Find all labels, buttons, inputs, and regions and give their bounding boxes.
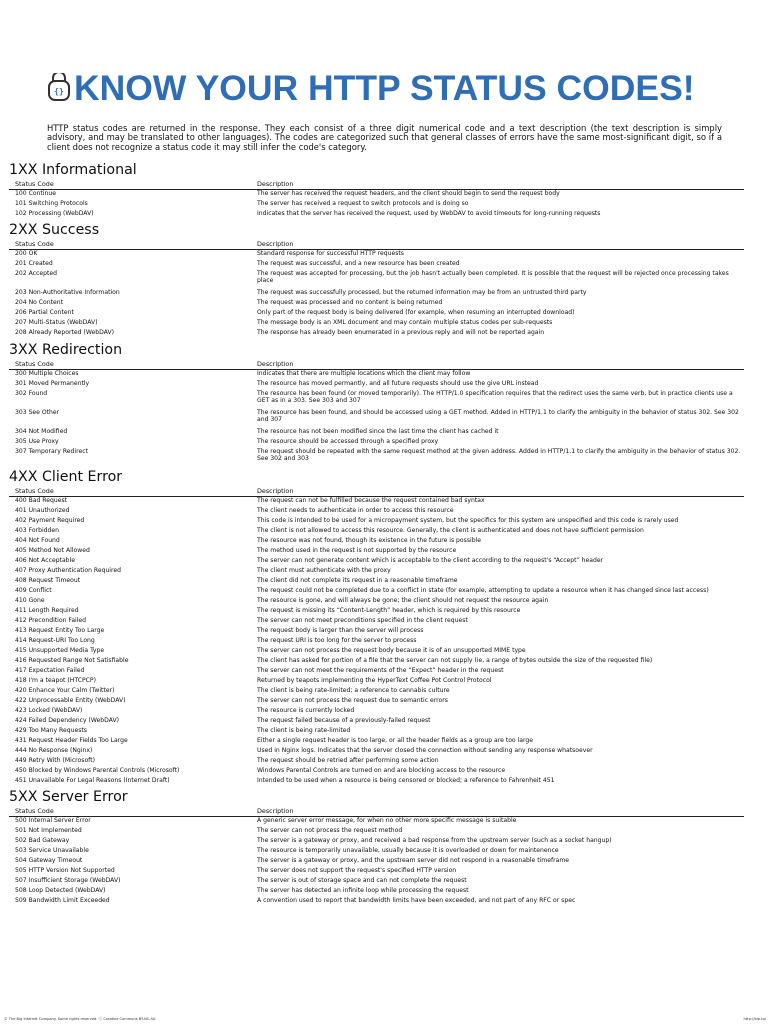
table-row xyxy=(9,877,744,887)
table-row xyxy=(9,190,744,200)
status-code-cell: 418 I'm a teapot (HTCPCP) xyxy=(15,676,96,684)
status-code-cell: 405 Method Not Allowed xyxy=(15,546,90,554)
status-code-cell: 208 Already Reported (WebDAV) xyxy=(15,328,115,336)
status-code-cell: 404 Not Found xyxy=(15,536,60,544)
description-cell: A generic server error message, for when no other more specific message is suitable xyxy=(257,816,517,824)
description-cell: The server can not generate content which is acceptable to the client according to the request's “Accept” header xyxy=(257,556,604,564)
description-cell: The server can not process the request due to semantic errors xyxy=(257,696,448,704)
footer-link[interactable]: http://bip.to/ xyxy=(743,1017,766,1021)
description-cell: Indicates that the server has received the request, used by WebDAV to avoid timeouts for long-running requests xyxy=(257,209,601,217)
description-cell: The response has already been enumerated in a previous reply and will not be reported again xyxy=(257,328,545,336)
table-row xyxy=(9,438,744,448)
table-row xyxy=(9,577,744,587)
table-row xyxy=(9,329,744,339)
description-cell: The request should be retried after performing some action xyxy=(257,756,439,764)
description-cell: Only part of the request body is being delivered (for example, when resuming an interrupted download) xyxy=(257,308,575,316)
table-row xyxy=(9,210,744,220)
table-row xyxy=(9,448,744,467)
status-code-cell: 501 Not Implemented xyxy=(15,826,82,834)
description-cell: The server has detected an infinite loop while processing the request xyxy=(257,886,469,894)
description-cell: The resource has not been modified since the last time the client has cached it xyxy=(257,427,499,435)
status-code-cell: 423 Locked (WebDAV) xyxy=(15,706,83,714)
column-header-status-code: Status Code xyxy=(15,360,54,368)
description-cell: The client is being rate-limited xyxy=(257,726,351,734)
description-cell: The client must authenticate with the proxy xyxy=(257,566,391,574)
table-row xyxy=(9,897,744,907)
footer-copyright: © The Big Internet Company. Some rights reserved. ⓒ Creative Commons BY-NC-SA xyxy=(4,1017,156,1021)
section-5xx xyxy=(9,789,744,907)
description-cell: The server can not meet the requirements of the “Expect” header in the request xyxy=(257,666,504,674)
lock-bracket-icon xyxy=(46,73,72,103)
description-cell: The client did not complete its request in a reasonable timeframe xyxy=(257,576,458,584)
section-heading: 2XX Success xyxy=(9,222,100,238)
description-cell: The request was successfully processed, but the returned information may be from an untrusted third party xyxy=(257,288,587,296)
section-1xx xyxy=(9,162,744,220)
table-header xyxy=(9,180,744,190)
section-2xx xyxy=(9,222,744,339)
status-code-cell: 509 Bandwidth Limit Exceeded xyxy=(15,896,110,904)
status-code-cell: 420 Enhance Your Calm (Twitter) xyxy=(15,686,115,694)
status-code-cell: 416 Requested Range Not Satisfiable xyxy=(15,656,129,664)
page-title: KNOW YOUR HTTP STATUS CODES! xyxy=(74,67,695,108)
status-code-cell: 300 Multiple Choices xyxy=(15,369,79,377)
table-row xyxy=(9,597,744,607)
table-row xyxy=(9,837,744,847)
table-row xyxy=(9,857,744,867)
status-code-cell: 304 Not Modified xyxy=(15,427,68,435)
table-row xyxy=(9,270,744,289)
status-code-cell: 431 Request Header Fields Too Large xyxy=(15,736,128,744)
status-code-cell: 429 Too Many Requests xyxy=(15,726,87,734)
description-cell: The resource was not found, though its existence in the future is possible xyxy=(257,536,482,544)
status-code-cell: 201 Created xyxy=(15,259,53,267)
status-code-cell: 504 Gateway Timeout xyxy=(15,856,83,864)
description-cell: The client has asked for portion of a file that the server can not supply (ie, a range of bytes outside the size of the requested file) xyxy=(257,656,653,664)
table-row xyxy=(9,737,744,747)
status-code-cell: 102 Processing (WebDAV) xyxy=(15,209,94,217)
table-row xyxy=(9,887,744,897)
description-cell: The request was accepted for processing, but the job hasn't actually been completed. It is possible that the request will be rejected once processing takes place xyxy=(257,269,729,285)
table-row xyxy=(9,687,744,697)
section-heading: 3XX Redirection xyxy=(9,342,123,358)
status-code-cell: 307 Temporary Redirect xyxy=(15,447,88,455)
status-code-cell: 508 Loop Detected (WebDAV) xyxy=(15,886,106,894)
description-cell: A convention used to report that bandwidth limits have been exceeded, and not part of any RFC or spec xyxy=(257,896,576,904)
description-cell: The server is out of storage space and can not complete the request xyxy=(257,876,467,884)
table-row xyxy=(9,428,744,438)
description-cell: The request was successful, and a new resource has been created xyxy=(257,259,460,267)
status-code-cell: 449 Retry With (Microsoft) xyxy=(15,756,95,764)
section-heading: 4XX Client Error xyxy=(9,469,123,485)
column-header-description: Description xyxy=(257,180,294,188)
description-cell: The resource has been found, and should be accessed using a GET method. Added in HTTP/1.1 to clarify the ambiguity in the behavior of status 302. See 302 and 307 xyxy=(257,408,739,424)
intro-paragraph: HTTP status codes are returned in the response. They each consist of a three digit numerical code and a text description (the text description is simply advisory, and may be translated to other languages). The codes are categorized such that general classes of errors have the same most-significant digit, so if a client does not recognize a status code it may still infer the code's category. xyxy=(47,123,722,152)
status-code-cell: 206 Partial Content xyxy=(15,308,74,316)
column-header-status-code: Status Code xyxy=(15,807,54,815)
table-header xyxy=(9,807,744,817)
table-row xyxy=(9,527,744,537)
status-code-cell: 100 Continue xyxy=(15,189,56,197)
status-code-cell: 406 Not Acceptable xyxy=(15,556,75,564)
section-heading: 5XX Server Error xyxy=(9,789,128,805)
status-code-cell: 202 Accepted xyxy=(15,269,57,277)
svg-text:{}: {} xyxy=(54,87,64,96)
status-code-cell: 204 No Content xyxy=(15,298,64,306)
status-code-cell: 407 Proxy Authentication Required xyxy=(15,566,121,574)
table-row xyxy=(9,817,744,827)
status-code-cell: 402 Payment Required xyxy=(15,516,85,524)
description-cell: The server is a gateway or proxy, and the upstream server did not respond in a reasonable timeframe xyxy=(257,856,570,864)
column-header-description: Description xyxy=(257,487,294,495)
status-code-cell: 422 Unprocessable Entity (WebDAV) xyxy=(15,696,126,704)
table-row xyxy=(9,557,744,567)
status-code-cell: 401 Unauthorized xyxy=(15,506,70,514)
table-header xyxy=(9,240,744,250)
table-row xyxy=(9,409,744,428)
table-row xyxy=(9,767,744,777)
section-3xx xyxy=(9,342,744,467)
description-cell: The request was processed and no content is being returned xyxy=(257,298,443,306)
table-row xyxy=(9,517,744,527)
status-code-cell: 200 OK xyxy=(15,249,38,257)
description-cell: The server can not meet preconditions specified in the client request xyxy=(257,616,468,624)
description-cell: The request should be repeated with the same request method at the given address. Added in HTTP/1.1 to clarify the ambiguity in the behavior of status 302. See 302 and 303 xyxy=(257,447,741,463)
status-code-cell: 411 Length Required xyxy=(15,606,79,614)
status-code-cell: 101 Switching Protocols xyxy=(15,199,88,207)
column-header-status-code: Status Code xyxy=(15,487,54,495)
status-code-cell: 302 Found xyxy=(15,389,48,397)
description-cell: The request can not be fulfilled because the request contained bad syntax xyxy=(257,496,485,504)
table-row xyxy=(9,299,744,309)
description-cell: Used in Nginx logs. Indicates that the server closed the connection without sending any response whatsoever xyxy=(257,746,593,754)
status-code-cell: 305 Use Proxy xyxy=(15,437,59,445)
description-cell: The request failed because of a previously-failed request xyxy=(257,716,431,724)
table-row xyxy=(9,627,744,637)
table-row xyxy=(9,667,744,677)
description-cell: The request body is larger than the server will process xyxy=(257,626,424,634)
description-cell: Returned by teapots implementing the HyperText Coffee Pot Control Protocol xyxy=(257,676,492,684)
table-row xyxy=(9,537,744,547)
table-row xyxy=(9,260,744,270)
status-code-cell: 410 Gone xyxy=(15,596,45,604)
table-row xyxy=(9,707,744,717)
section-heading: 1XX Informational xyxy=(9,162,137,178)
status-code-cell: 412 Precondition Failed xyxy=(15,616,87,624)
description-cell: Indicates that there are multiple locations which the client may follow xyxy=(257,369,471,377)
description-cell: The resource is temporarily unavailable, usually because it is overloaded or down for maintenence xyxy=(257,846,559,854)
description-cell: Either a single request header is too large, or all the header fields as a group are too large xyxy=(257,736,534,744)
table-row xyxy=(9,867,744,877)
column-header-description: Description xyxy=(257,240,294,248)
status-code-cell: 414 Request-URI Too Long xyxy=(15,636,95,644)
status-code-cell: 207 Multi-Status (WebDAV) xyxy=(15,318,98,326)
description-cell: The resource has been found (or moved temporarily). The HTTP/1.0 specification requires that the redirect uses the same verb, but in practice clients use a GET as in a 303. See 303 and 307 xyxy=(257,389,733,405)
description-cell: The server has received the request headers, and the client should begin to send the request body xyxy=(257,189,560,197)
status-code-cell: 502 Bad Gateway xyxy=(15,836,70,844)
table-row xyxy=(9,390,744,409)
header xyxy=(46,66,695,110)
table-row xyxy=(9,200,744,210)
table-row xyxy=(9,380,744,390)
table-row xyxy=(9,717,744,727)
status-code-cell: 424 Failed Dependency (WebDAV) xyxy=(15,716,120,724)
description-cell: The request could not be completed due to a conflict in state (for example, attempting to update a resource when it has changed since last access) xyxy=(257,586,709,594)
table-row xyxy=(9,657,744,667)
column-header-description: Description xyxy=(257,360,294,368)
table-row xyxy=(9,697,744,707)
table-row xyxy=(9,827,744,837)
status-code-cell: 507 Insufficient Storage (WebDAV) xyxy=(15,876,121,884)
description-cell: The server does not support the request's specified HTTP version xyxy=(257,866,457,874)
table-row xyxy=(9,547,744,557)
table-row xyxy=(9,370,744,380)
description-cell: The server has received a request to switch protocols and is doing so xyxy=(257,199,469,207)
table-row xyxy=(9,289,744,299)
table-row xyxy=(9,727,744,737)
description-cell: The request is missing its “Content-Length” header, which is required by this resource xyxy=(257,606,521,614)
table-row xyxy=(9,847,744,857)
description-cell: The message body is an XML document and may contain multiple status codes per sub-requests xyxy=(257,318,553,326)
table-row xyxy=(9,757,744,767)
footer xyxy=(4,1017,766,1022)
status-code-cell: 505 HTTP Version Not Supported xyxy=(15,866,115,874)
status-code-cell: 303 See Other xyxy=(15,408,60,416)
description-cell: The resource should be accessed through a specified proxy xyxy=(257,437,439,445)
table-row xyxy=(9,637,744,647)
table-row xyxy=(9,507,744,517)
column-header-status-code: Status Code xyxy=(15,240,54,248)
description-cell: The resource is gone, and will always be gone; the client should not request the resource again xyxy=(257,596,549,604)
table-row xyxy=(9,319,744,329)
description-cell: Intended to be used when a resource is being censored or blocked; a reference to Fahrenheit 451 xyxy=(257,776,555,784)
status-code-cell: 408 Request Timeout xyxy=(15,576,81,584)
status-code-cell: 415 Unsupported Media Type xyxy=(15,646,105,654)
table-row xyxy=(9,250,744,260)
table-row xyxy=(9,497,744,507)
table-row xyxy=(9,607,744,617)
status-code-cell: 403 Forbidden xyxy=(15,526,59,534)
description-cell: The client is being rate-limited; a reference to cannabis culture xyxy=(257,686,450,694)
description-cell: The server can not process the request body because it is of an unsupported MIME type xyxy=(257,646,526,654)
status-code-cell: 400 Bad Request xyxy=(15,496,68,504)
section-4xx xyxy=(9,469,744,787)
description-cell: The client is not allowed to access this resource. Generally, the client is authenticated and does not have sufficient permission xyxy=(257,526,644,534)
description-cell: The client needs to authenticate in order to access this resource xyxy=(257,506,454,514)
description-cell: This code is intended to be used for a micropayment system, but the specifics for this system are unspecified and this code is rarely used xyxy=(257,516,679,524)
table-row xyxy=(9,747,744,757)
table-header xyxy=(9,487,744,497)
status-code-cell: 503 Service Unavailable xyxy=(15,846,89,854)
column-header-status-code: Status Code xyxy=(15,180,54,188)
description-cell: Standard response for successful HTTP requests xyxy=(257,249,404,257)
description-cell: The server can not process the request method xyxy=(257,826,403,834)
status-code-cell: 203 Non-Authoritative Information xyxy=(15,288,120,296)
table-row xyxy=(9,567,744,577)
status-code-cell: 417 Expectation Failed xyxy=(15,666,85,674)
table-row xyxy=(9,647,744,657)
table-header xyxy=(9,360,744,370)
status-code-cell: 301 Moved Permanently xyxy=(15,379,90,387)
status-code-cell: 413 Request Entity Too Large xyxy=(15,626,105,634)
description-cell: The request URI is too long for the server to process xyxy=(257,636,417,644)
table-row xyxy=(9,677,744,687)
table-row xyxy=(9,617,744,627)
description-cell: The resource has moved permantly, and all future requests should use the give URL instead xyxy=(257,379,539,387)
status-code-cell: 409 Conflict xyxy=(15,586,52,594)
status-code-cell: 444 No Response (Nginx) xyxy=(15,746,93,754)
table-row xyxy=(9,777,744,787)
status-code-cell: 451 Unavailable For Legal Reasons (Internet Draft) xyxy=(15,776,170,784)
description-cell: The resource is currently locked xyxy=(257,706,355,714)
description-cell: Windows Parental Controls are turned on and are blocking access to the resource xyxy=(257,766,506,774)
status-code-cell: 450 Blocked by Windows Parental Controls (Microsoft) xyxy=(15,766,180,774)
table-row xyxy=(9,587,744,597)
status-code-cell: 500 Internal Server Error xyxy=(15,816,91,824)
description-cell: The method used in the request is not supported by the resource xyxy=(257,546,457,554)
column-header-description: Description xyxy=(257,807,294,815)
table-row xyxy=(9,309,744,319)
description-cell: The server is a gateway or proxy, and received a bad response from the upstream server (such as a socket hangup) xyxy=(257,836,612,844)
